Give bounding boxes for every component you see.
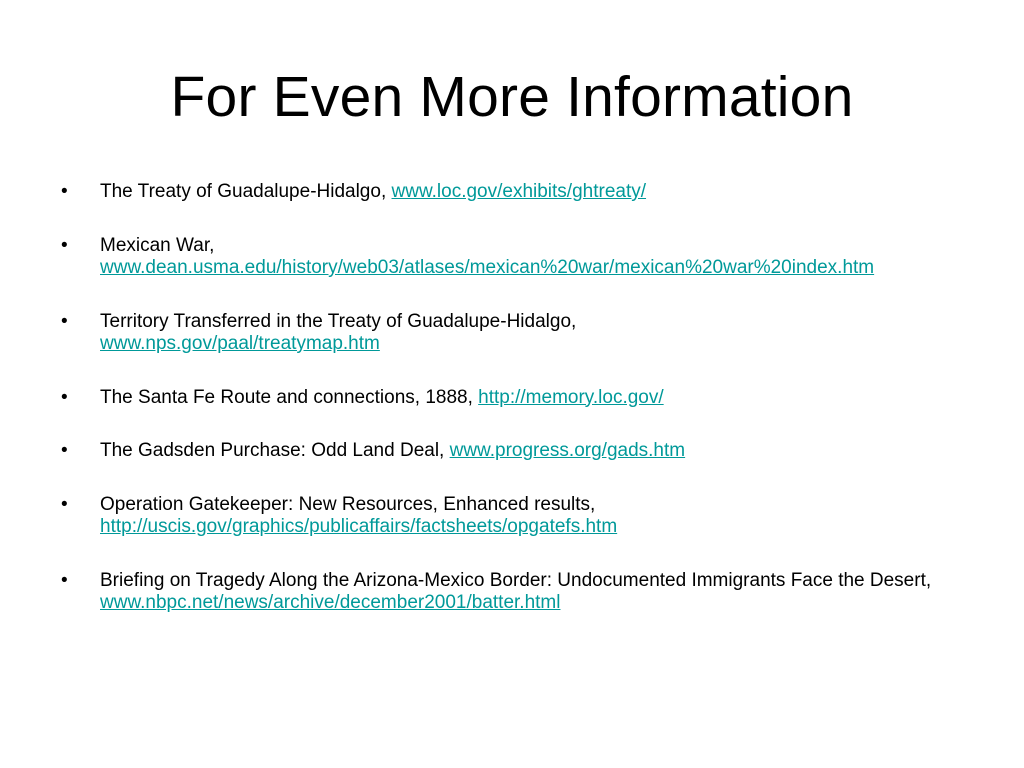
bullet-item-gadsden <box>58 440 968 463</box>
bullet-marker: • <box>61 569 68 591</box>
bullet-text: The Treaty of Guadalupe-Hidalgo, <box>100 181 392 202</box>
bullet-text: The Santa Fe Route and connections, 1888, <box>100 386 479 408</box>
gadsden-link[interactable]: www.progress.org/gads.htm <box>449 440 686 461</box>
mexican-war-link[interactable]: www.dean.usma.edu/history/web03/atlases/mexican%20war/mexican%20war%20index.htm <box>100 257 875 278</box>
territory-map-link[interactable]: www.nps.gov/paal/treatymap.htm <box>100 333 380 354</box>
bullet-text: The Gadsden Purchase: Odd Land Deal, <box>100 440 450 461</box>
briefing-link[interactable]: www.nbpc.net/news/archive/december2001/batter.html <box>100 592 561 613</box>
bullet-list <box>58 181 968 646</box>
bullet-item-territory <box>58 311 968 356</box>
bullet-item-mexican-war <box>58 235 968 280</box>
bullet-item-treaty <box>58 181 968 204</box>
gatekeeper-link[interactable]: http://uscis.gov/graphics/publicaffairs/factsheets/opgatefs.htm <box>100 516 618 537</box>
santa-fe-link[interactable]: http://memory.loc.gov/ <box>478 386 664 408</box>
bullet-text: Mexican War, <box>100 234 215 256</box>
bullet-text: Territory Transferred in the Treaty of Guadalupe-Hidalgo, <box>100 310 577 332</box>
bullet-marker: • <box>61 181 68 202</box>
bullet-text: Operation Gatekeeper: New Resources, Enhanced results, <box>100 493 596 515</box>
bullet-text: Briefing on Tragedy Along the Arizona-Mexico Border: Undocumented Immigrants Face the Desert, <box>100 569 932 591</box>
treaty-link[interactable]: www.loc.gov/exhibits/ghtreaty/ <box>391 181 647 202</box>
bullet-marker: • <box>61 493 68 515</box>
bullet-marker: • <box>61 386 68 408</box>
bullet-item-briefing <box>58 570 968 615</box>
bullet-marker: • <box>61 234 68 256</box>
bullet-item-santa-fe <box>58 387 968 410</box>
slide-title: For Even More Information <box>170 65 854 129</box>
bullet-item-gatekeeper <box>58 494 968 539</box>
bullet-marker: • <box>61 440 68 461</box>
bullet-marker: • <box>61 310 68 332</box>
